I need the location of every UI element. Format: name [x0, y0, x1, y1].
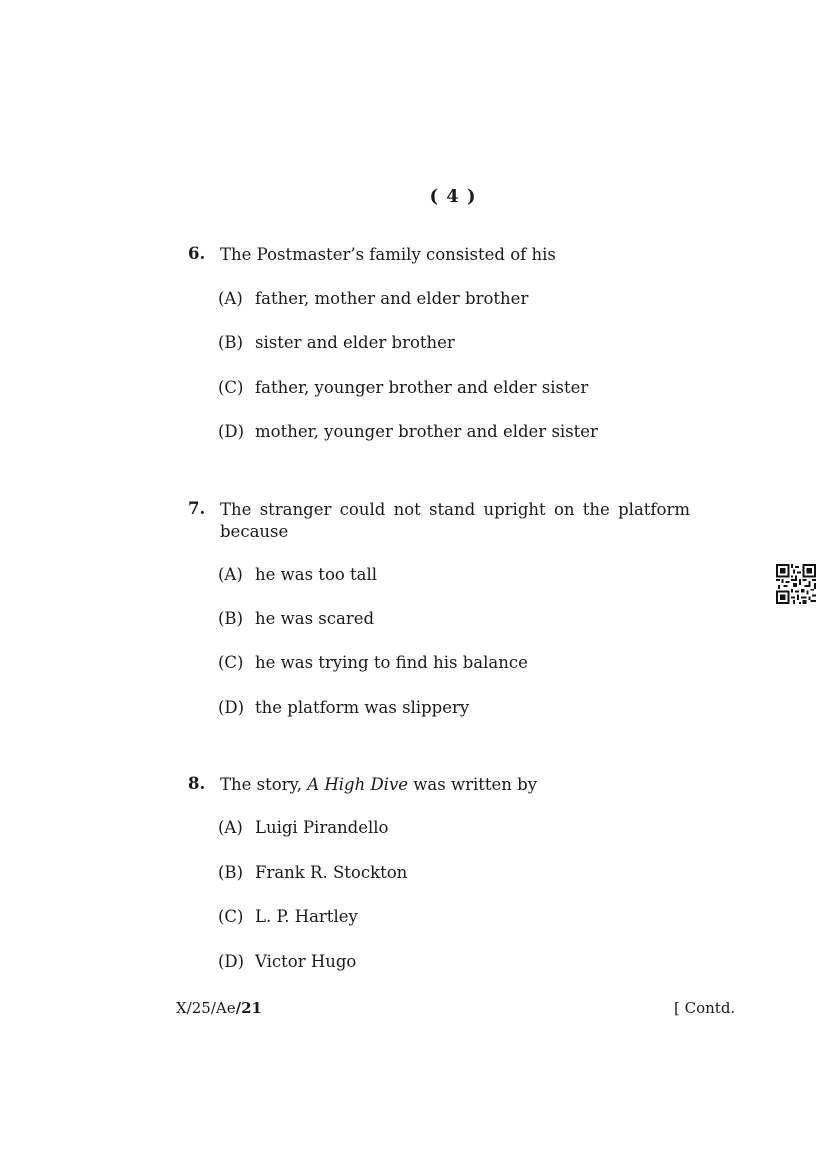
- question-number: 7.: [188, 499, 206, 518]
- story-title: A High Dive: [307, 775, 409, 794]
- question-7: [188, 499, 690, 717]
- option-letter: (A): [218, 565, 243, 584]
- option-letter: (C): [218, 378, 244, 397]
- option-letter: (C): [218, 907, 244, 926]
- option-text: he was trying to find his balance: [255, 653, 528, 672]
- option-text: sister and elder brother: [255, 333, 455, 352]
- option-text: mother, younger brother and elder sister: [255, 422, 598, 441]
- option-text: L. P. Hartley: [255, 907, 358, 926]
- option-text: he was too tall: [255, 565, 378, 584]
- option-a[interactable]: [218, 565, 377, 584]
- option-c[interactable]: [218, 907, 358, 926]
- option-b[interactable]: [218, 333, 455, 352]
- option-d[interactable]: [218, 698, 469, 717]
- option-text: he was scared: [255, 609, 375, 628]
- option-c[interactable]: [218, 653, 528, 672]
- option-letter: (B): [218, 863, 243, 882]
- paper-code-suffix: /21: [235, 999, 262, 1017]
- question-text-suffix: was written by: [408, 775, 538, 794]
- paper-code: [176, 999, 262, 1017]
- option-text: Victor Hugo: [255, 952, 357, 971]
- option-a[interactable]: [218, 289, 528, 308]
- option-text: father, mother and elder brother: [255, 289, 529, 308]
- page-number: ( 4 ): [429, 186, 477, 207]
- option-d[interactable]: [218, 952, 356, 971]
- option-a[interactable]: [218, 818, 389, 837]
- option-c[interactable]: [218, 378, 588, 397]
- option-letter: (D): [218, 952, 245, 971]
- option-letter: (D): [218, 422, 245, 441]
- option-letter: (B): [218, 333, 243, 352]
- option-d[interactable]: [218, 422, 598, 441]
- question-8: [188, 774, 690, 971]
- question-text: The Postmaster’s family consisted of his: [220, 245, 556, 264]
- option-letter: (D): [218, 698, 245, 717]
- option-letter: (A): [218, 818, 243, 837]
- option-text: Luigi Pirandello: [255, 818, 389, 837]
- continued-label: [ Contd.: [674, 999, 736, 1017]
- option-text: Frank R. Stockton: [255, 863, 408, 882]
- question-6: [188, 244, 690, 441]
- question-number: 6.: [188, 244, 206, 263]
- option-text: father, younger brother and elder sister: [255, 378, 589, 397]
- question-text-prefix: The story,: [220, 775, 308, 794]
- option-letter: (B): [218, 609, 243, 628]
- option-letter: (A): [218, 289, 243, 308]
- option-b[interactable]: [218, 609, 374, 628]
- qr-code-icon: [776, 564, 816, 604]
- paper-code-prefix: X/25/Ae: [176, 999, 236, 1017]
- question-text: [220, 774, 690, 796]
- option-letter: (C): [218, 653, 244, 672]
- option-text: the platform was slippery: [255, 698, 470, 717]
- question-number: 8.: [188, 774, 206, 793]
- option-b[interactable]: [218, 863, 407, 882]
- question-text: The stranger could not stand upright on the platform because: [220, 500, 690, 541]
